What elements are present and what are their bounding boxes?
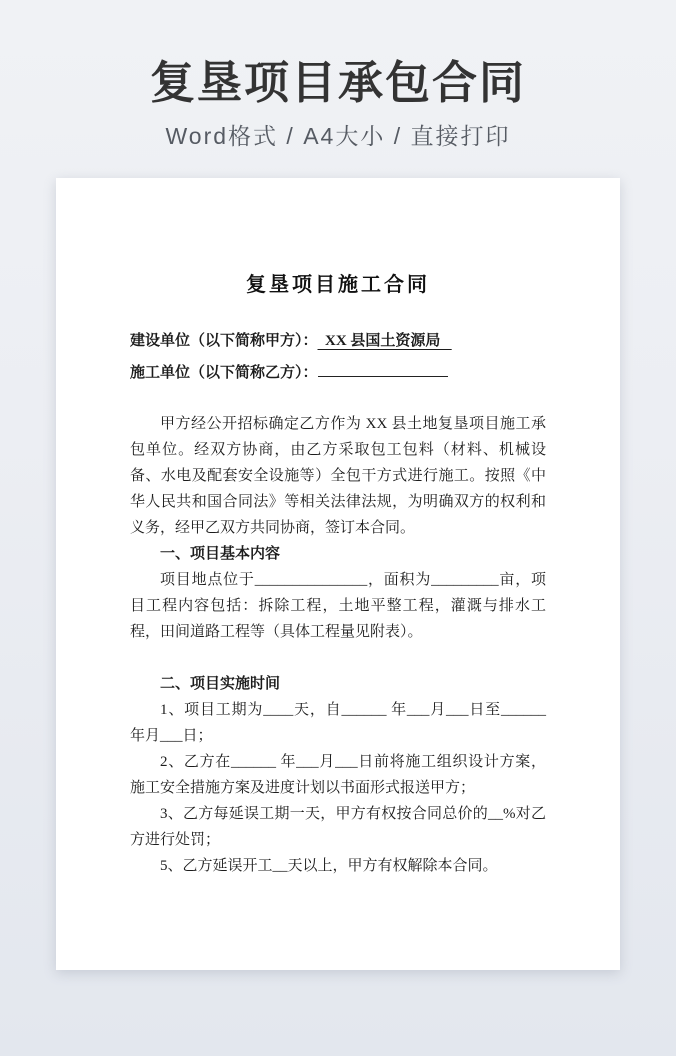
clause-5: 5、乙方延误开工__天以上，甲方有权解除本合同。 xyxy=(160,858,498,874)
section-1-paragraph: 项目地点位于_______________，面积为_________亩，项目工程内容包括：拆除工程，土地平整工程，灌溉与排水工程，田间道路工程等（具体工程量见附表）。 xyxy=(130,572,546,640)
template-title: 复垦项目承包合同 xyxy=(149,57,526,108)
document-page xyxy=(56,178,620,970)
contract-title: 复垦项目施工合同 xyxy=(246,274,430,296)
section-1-heading: 一、项目基本内容 xyxy=(160,546,281,562)
clause-1: 1、项目工期为____天，自______ 年___月___日至______ 年月___日； xyxy=(130,702,546,744)
clause-2: 2、乙方在______ 年___月___日前将施工组织设计方案，施工安全措施方案及进度计划以书面形式报送甲方； xyxy=(130,754,546,796)
preamble-paragraph: 甲方经公开招标确定乙方作为 XX 县土地复垦项目施工承包单位。经双方协商，由乙方采取包工包料（材料、机械设备、水电及配套安全设施等）全包干方式进行施工。按照《中华人民共和国合同法》等相关法律法规，为明确双方的权利和义务，经甲乙双方共同协商，签订本合同。 xyxy=(130,416,546,536)
party-a-value: XX 县国土资源局 xyxy=(317,333,452,349)
party-b-field: 施工单位（以下简称乙方）： xyxy=(130,357,546,389)
document-body xyxy=(130,325,546,879)
template-header xyxy=(0,0,676,151)
section-2-heading: 二、项目实施时间 xyxy=(160,676,281,692)
clause-3: 3、乙方每延误工期一天，甲方有权按合同总价的__%对乙方进行处罚； xyxy=(130,806,546,848)
party-b-blank-line xyxy=(318,361,448,377)
template-subtitle: Word格式 / A4大小 / 直接打印 xyxy=(165,123,511,149)
party-a-field: 建设单位（以下简称甲方）： XX 县国土资源局 xyxy=(130,333,452,349)
